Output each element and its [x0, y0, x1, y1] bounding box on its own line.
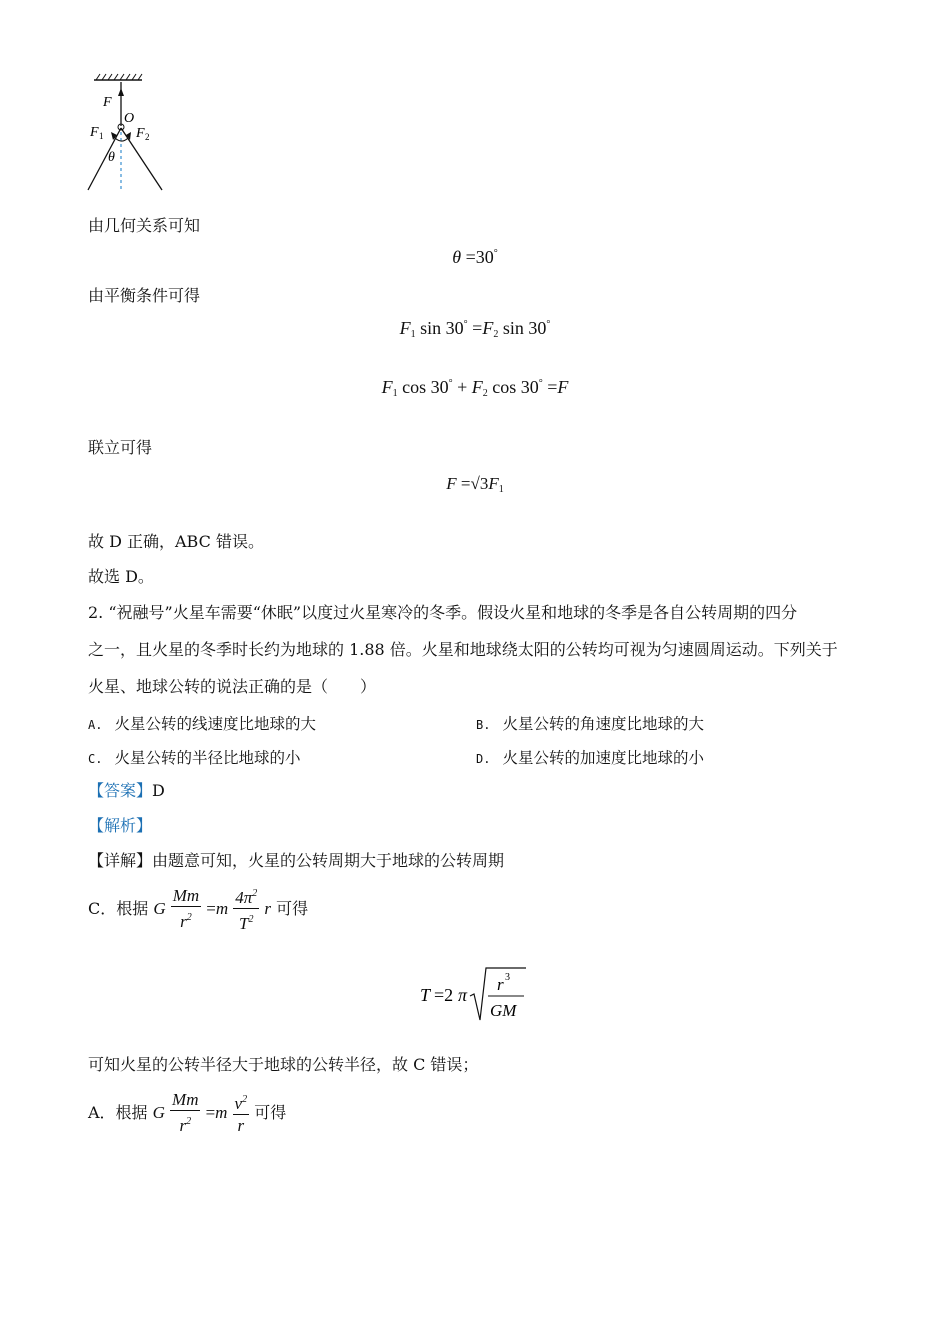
label-theta: θ	[108, 150, 115, 165]
a-prefix: A．根据	[88, 1103, 148, 1122]
text-line: 故 D 正确，ABC 错误。	[88, 532, 264, 551]
option-text: 火星公转的加速度比地球的小	[502, 749, 704, 767]
equation-result: $F =√3F_1$	[446, 474, 504, 495]
option-key: A.	[88, 718, 103, 732]
option-a[interactable]	[88, 712, 316, 734]
option-c[interactable]	[88, 746, 300, 768]
equation-cos-balance: $F_1$ $\cos 30^\circ + F_2$ cos 30° =F	[381, 377, 569, 399]
option-key: B.	[476, 718, 491, 732]
fraction-v2-r: $\frac{v^2}{r}$	[233, 1090, 250, 1137]
option-d[interactable]	[476, 746, 704, 768]
svg-text:T: T	[420, 985, 431, 1005]
equation-sin-balance: $F_1$ $\sin 30^\circ =F_2$ sin 30°	[399, 318, 551, 340]
fraction-Mm-r2: $\frac{Mm}{r^2}$	[172, 886, 200, 931]
option-text: 火星公转的角速度比地球的大	[502, 715, 704, 733]
equation-period	[420, 966, 530, 1022]
label-F2-sub: 2	[145, 132, 150, 142]
svg-text:r: r	[497, 975, 504, 994]
svg-text:=2: =2	[434, 985, 454, 1005]
option-text: 火星公转的线速度比地球的大	[114, 715, 316, 733]
c-formula-line: C．根据 G $\frac{Mm}{r^2}$ =m $\frac{4\pi^2}{T^2}$ r 可得	[88, 886, 309, 933]
a-formula-line: A．根据 G $\frac{Mm}{r^2}$ =m $\frac{v^2}{r}$ 可得	[88, 1090, 287, 1135]
text-line: 故选 D。	[88, 567, 154, 586]
label-F: F	[103, 95, 112, 110]
text-line: 联立可得	[88, 438, 153, 457]
ceiling-hatch	[96, 74, 142, 80]
a-suffix: 可得	[254, 1103, 287, 1122]
analysis-line	[88, 816, 152, 836]
text-line: 由几何关系可知	[88, 216, 201, 235]
svg-text:GM: GM	[490, 1001, 517, 1020]
option-key: D.	[476, 752, 491, 766]
label-F2: F	[136, 126, 145, 141]
label-F1: F	[90, 125, 99, 140]
analysis-tag: 【解析】	[88, 816, 153, 835]
label-O: O	[124, 111, 135, 126]
option-text: 火星公转的半径比地球的小	[114, 749, 301, 767]
option-key: C.	[88, 752, 103, 766]
text-line: 可知火星的公转半径大于地球的公转半径，故 C 错误；	[88, 1055, 479, 1074]
answer-value: D	[152, 781, 165, 800]
question-text: 2. “祝融号”火星车需要“休眠”以度过火星寒冷的冬季。假设火星和地球的冬季是各自公转周期的四分	[88, 603, 798, 622]
force-diagram	[82, 72, 172, 194]
fraction-Mm-r2: $\frac{Mm}{r^2}$	[172, 1090, 199, 1135]
text-line: 由平衡条件可得	[88, 286, 201, 305]
question-text: 之一，且火星的冬季时长约为地球的 1.88 倍。火星和地球绕太阳的公转均可视为匀速圆周运动。下列关于	[88, 640, 838, 659]
c-suffix: 可得	[276, 899, 309, 918]
option-b[interactable]	[476, 712, 704, 734]
svg-text:π: π	[458, 985, 468, 1005]
c-prefix: C．根据	[88, 899, 149, 918]
label-F1-sub: 1	[99, 131, 104, 141]
detail-line: 【详解】由题意可知，火星的公转周期大于地球的公转周期	[88, 851, 505, 870]
answer-line	[88, 781, 165, 801]
answer-tag: 【答案】	[88, 781, 153, 800]
fraction-4pi2-T2: $\frac{4\pi^2}{T^2}$	[233, 884, 259, 935]
question-text: 火星、地球公转的说法正确的是（ ）	[88, 677, 377, 696]
equation-theta: θ =30°	[452, 247, 498, 267]
svg-text:3: 3	[505, 972, 510, 983]
